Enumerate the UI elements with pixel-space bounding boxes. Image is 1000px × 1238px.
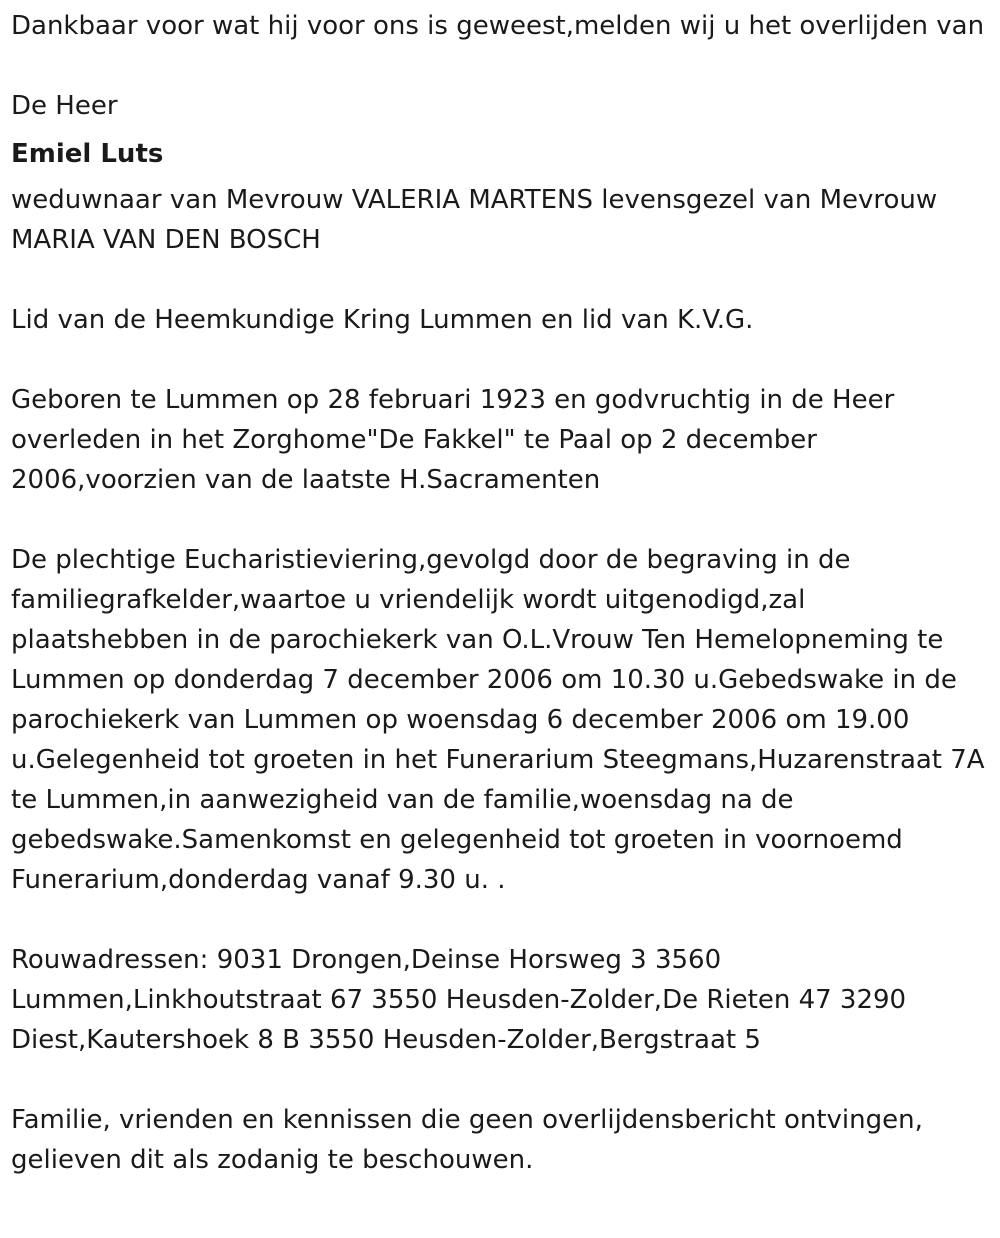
salutation: De Heer <box>11 91 118 121</box>
obituary-document <box>11 6 986 1180</box>
addresses-paragraph: Rouwadressen: 9031 Drongen,Deinse Horsweg 3 3560 Lummen,Linkhoutstraat 67 3550 Heusden-Zolder,De Rieten 47 3290 Diest,Kautershoek 8 B 3550 Heusden-Zolder,Bergstraat 5 <box>11 945 907 1055</box>
birth-death-paragraph: Geboren te Lummen op 28 februari 1923 en godvruchtig in de Heer overleden in het Zorghome"De Fakkel" te Paal op 2 december 2006,voorzien van de laatste H.Sacramenten <box>11 385 895 495</box>
intro-paragraph: Dankbaar voor wat hij voor ons is geweest,melden wij u het overlijden van <box>11 11 985 41</box>
deceased-name: Emiel Luts <box>11 139 164 169</box>
ceremony-paragraph: De plechtige Eucharistieviering,gevolgd door de begraving in de familiegrafkelder,waartoe u vriendelijk wordt uitgenodigd,zal plaatshebben in de parochiekerk van O.L.Vrouw Ten Hemelopneming te Lummen op donderdag 7 december 2006 om 10.30 u.Gebedswake in de parochiekerk van Lummen op woensdag 6 december 2006 om 19.00 u.Gelegenheid tot groeten in het Funerarium Steegmans,Huzarenstraat 7A te Lummen,in aanwezigheid van de familie,woensdag na de gebedswake.Samenkomst en gelegenheid tot groeten in voornoemd Funerarium,donderdag vanaf 9.30 u. . <box>11 545 985 895</box>
relations-paragraph: weduwnaar van Mevrouw VALERIA MARTENS levensgezel van Mevrouw MARIA VAN DEN BOSCH <box>11 185 938 255</box>
closing-paragraph: Familie, vrienden en kennissen die geen overlijdensbericht ontvingen, gelieven dit als zodanig te beschouwen. <box>11 1105 923 1175</box>
membership-paragraph: Lid van de Heemkundige Kring Lummen en lid van K.V.G. <box>11 305 754 335</box>
